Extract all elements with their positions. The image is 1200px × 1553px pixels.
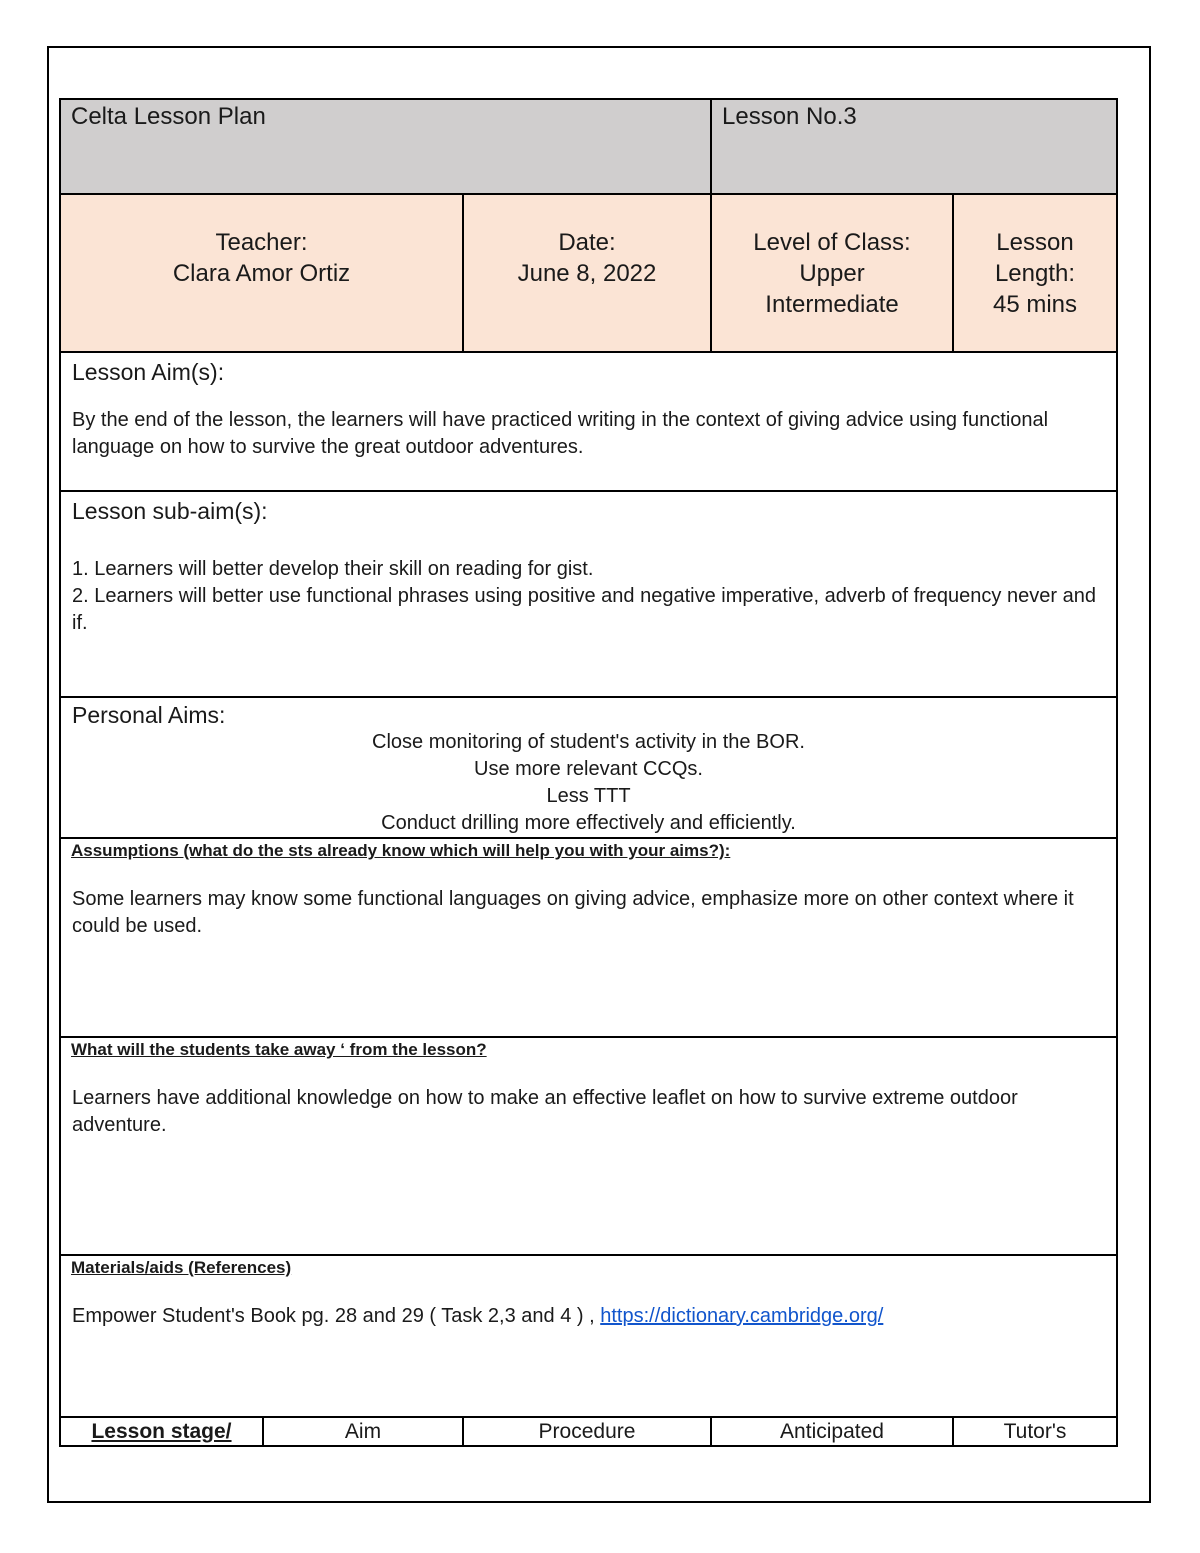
length-cell <box>954 195 1116 351</box>
length-value: 45 mins <box>992 291 1078 318</box>
date-cell <box>464 195 712 351</box>
personal-aim-item-4: Conduct drilling more effectively and efficiently. <box>381 812 796 834</box>
materials-text-line <box>61 1303 1116 1330</box>
personal-aims-section <box>59 698 1118 839</box>
stage-header-row <box>59 1418 1118 1447</box>
aims-section <box>59 353 1118 492</box>
level-cell <box>712 195 954 351</box>
materials-text: Empower Student's Book pg. 28 and 29 ( Task 2,3 and 4 ) , <box>72 1305 601 1327</box>
aims-title: Lesson Aim(s): <box>72 359 225 385</box>
assumptions-title: Assumptions (what do the sts already know which will help you with your aims?): <box>71 841 731 860</box>
title-row <box>59 98 1118 195</box>
takeaway-text: Learners have additional knowledge on how to make an effective leaflet on how to survive extreme outdoor adventure. <box>72 1087 1018 1136</box>
level-value-line2: Intermediate <box>765 291 899 318</box>
personal-aim-item-1: Close monitoring of student's activity in the BOR. <box>372 731 805 753</box>
personal-aims-title: Personal Aims: <box>72 702 226 728</box>
lesson-number-cell <box>712 100 1116 193</box>
teacher-label: Teacher: <box>215 229 308 256</box>
teacher-cell <box>61 195 464 351</box>
sub-aim-item-2: 2. Learners will better use functional phrases using positive and negative imperative, adverb of frequency never and if. <box>72 585 1096 634</box>
stage-col-lesson-stage: Lesson stage/ <box>61 1418 264 1445</box>
level-value-line1: Upper <box>799 260 865 287</box>
title-cell <box>61 100 712 193</box>
date-label: Date: <box>558 229 616 256</box>
takeaway-section <box>59 1038 1118 1256</box>
teacher-name: Clara Amor Ortiz <box>172 260 351 287</box>
sub-aims-title: Lesson sub-aim(s): <box>72 498 268 524</box>
personal-aim-item-3: Less TTT <box>546 785 631 807</box>
cambridge-dictionary-link[interactable]: https://dictionary.cambridge.org/ <box>600 1305 884 1327</box>
sub-aims-section <box>59 492 1118 698</box>
length-label-line1: Lesson <box>996 229 1074 256</box>
level-label: Level of Class: <box>753 229 911 256</box>
assumptions-text: Some learners may know some functional languages on giving advice, emphasize more on other context where it could be used. <box>72 888 1074 937</box>
materials-title: Materials/aids (References) <box>71 1258 292 1277</box>
personal-aims-list <box>61 729 1116 837</box>
sub-aim-item-1: 1. Learners will better develop their skill on reading for gist. <box>72 558 594 580</box>
sub-aims-list <box>61 556 1116 637</box>
plan-title: Celta Lesson Plan <box>71 103 266 130</box>
assumptions-section <box>59 839 1118 1038</box>
materials-section <box>59 1256 1118 1418</box>
lesson-number: Lesson No.3 <box>722 103 857 130</box>
date-value: June 8, 2022 <box>517 260 657 287</box>
personal-aim-item-2: Use more relevant CCQs. <box>474 758 703 780</box>
stage-col-tutors: Tutor's <box>1003 1420 1067 1443</box>
length-label-line2: Length: <box>994 260 1076 287</box>
stage-col-procedure: Procedure <box>464 1418 712 1445</box>
aims-text: By the end of the lesson, the learners will have practiced writing in the context of giving advice using functional language on how to survive the great outdoor adventures. <box>72 409 1049 458</box>
info-row <box>59 195 1118 353</box>
stage-col-anticipated: Anticipated <box>712 1418 954 1445</box>
stage-col-aim: Aim <box>264 1418 464 1445</box>
takeaway-title: What will the students take away ‘ from the lesson? <box>71 1040 487 1059</box>
